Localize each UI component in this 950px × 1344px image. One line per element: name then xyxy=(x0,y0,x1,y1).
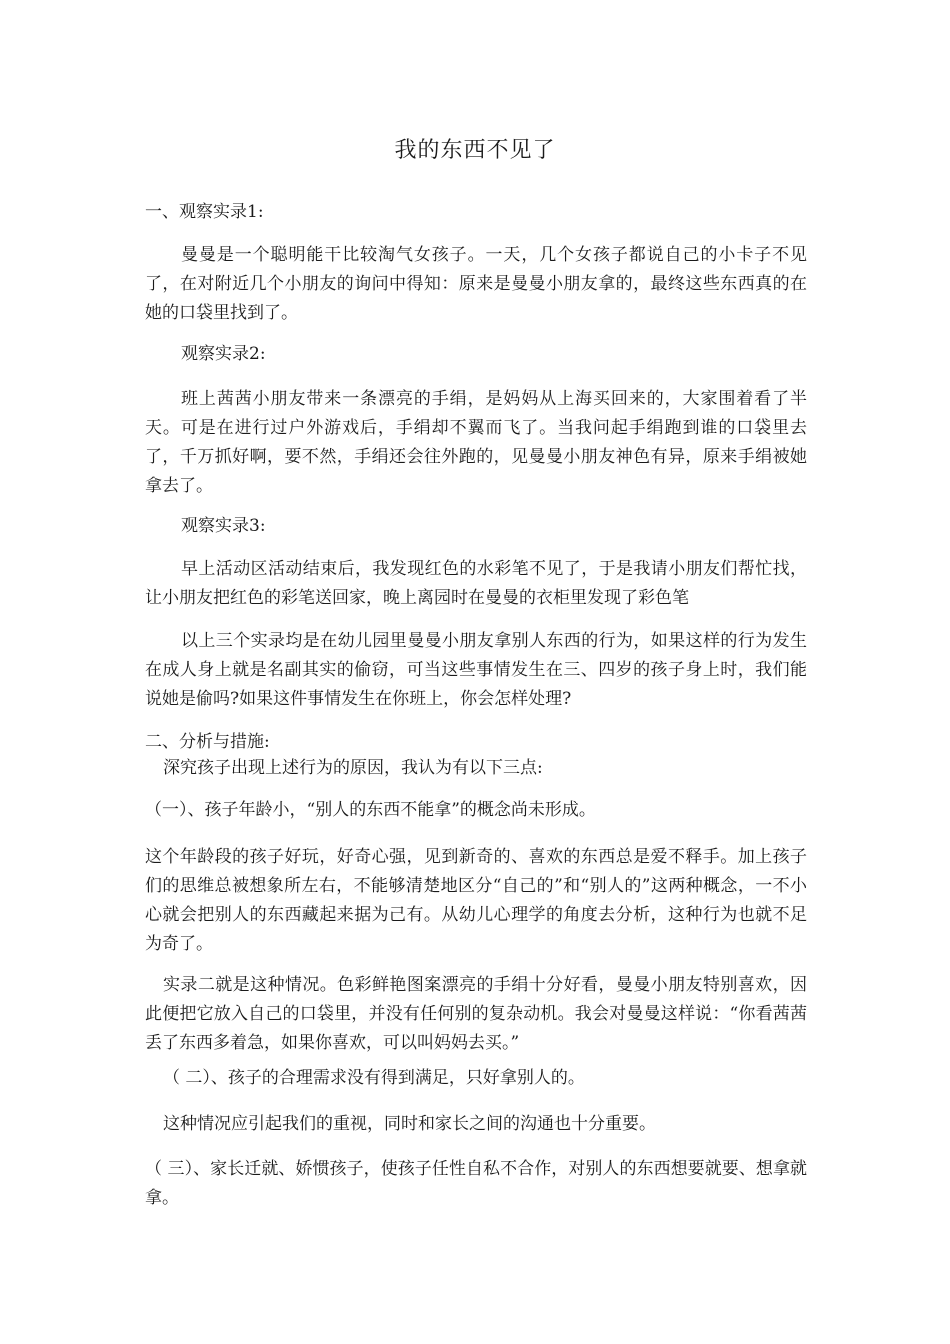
summary-paragraph: 以上三个实录均是在幼儿园里曼曼小朋友拿别人东西的行为，如果这样的行为发生在成人身上就是名副其实的偷窃，可当这些事情发生在三、四岁的孩子身上时，我们能说她是偷吗?如果这件事情发生在你班上，你会怎样处理? xyxy=(145,631,807,709)
point1-example-paragraph: 实录二就是这种情况。色彩鲜艳图案漂亮的手绢十分好看，曼曼小朋友特别喜欢，因此便把它放入自己的口袋里，并没有任何别的复杂动机。我会对曼曼这样说：“你看茜茜丢了东西多着急，如果你喜欢，可以叫妈妈去买。” xyxy=(145,975,807,1053)
record3-heading: 观察实录3: xyxy=(181,516,266,536)
record1-paragraph: 曼曼是一个聪明能干比较淘气女孩子。一天，几个女孩子都说自己的小卡子不见了，在对附近几个小朋友的询问中得知：原来是曼曼小朋友拿的，最终这些东西真的在她的口袋里找到了。 xyxy=(145,245,807,323)
point1-heading: （一）、孩子年龄小，“别人的东西不能拿”的概念尚未形成。 xyxy=(145,800,596,820)
point2-heading: （ 二）、孩子的合理需求没有得到满足，只好拿别人的。 xyxy=(163,1068,585,1088)
point2-paragraph: 这种情况应引起我们的重视，同时和家长之间的沟通也十分重要。 xyxy=(163,1114,656,1134)
document-title: 我的东西不见了 xyxy=(394,138,556,163)
section2-intro: 深究孩子出现上述行为的原因，我认为有以下三点: xyxy=(163,758,543,778)
record3-paragraph: 早上活动区活动结束后，我发现红色的水彩笔不见了，于是我请小朋友们帮忙找，让小朋友把红色的彩笔送回家，晚上离园时在曼曼的衣柜里发现了彩色笔 xyxy=(145,559,807,608)
section2-heading: 二、分析与措施: xyxy=(145,732,270,752)
record2-paragraph: 班上茜茜小朋友带来一条漂亮的手绢，是妈妈从上海买回来的，大家围着看了半天。可是在进行过户外游戏后，手绢却不翼而飞了。当我问起手绢跑到谁的口袋里去了，千万抓好啊，要不然，手绢还会往外跑的，见曼曼小朋友神色有异，原来手绢被她拿去了。 xyxy=(145,389,807,496)
point1-paragraph: 这个年龄段的孩子好玩，好奇心强，见到新奇的、喜欢的东西总是爱不释手。加上孩子们的思维总被想象所左右，不能够清楚地区分“自己的”和“别人的”这两种概念，一不小心就会把别人的东西藏起来据为己有。从幼儿心理学的角度去分析，这种行为也就不足为奇了。 xyxy=(145,847,807,954)
section1-heading: 一、观察实录1: xyxy=(145,202,264,222)
point3-paragraph: （ 三）、家长迁就、娇惯孩子，使孩子任性自私不合作，对别人的东西想要就要、想拿就拿。 xyxy=(145,1159,807,1208)
record2-heading: 观察实录2: xyxy=(181,344,266,364)
